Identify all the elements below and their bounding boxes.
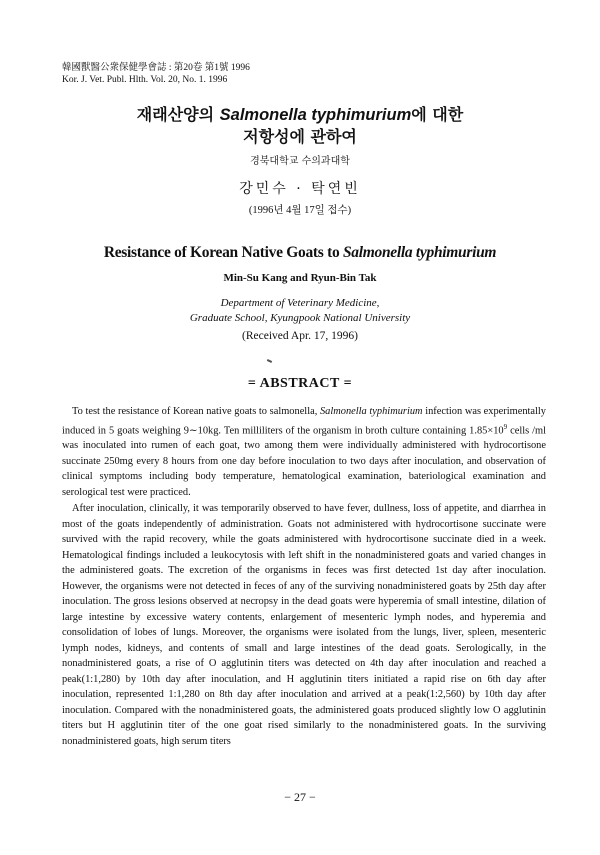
p1-text-a: To test the resistance of Korean native goats to salmonella, — [72, 406, 320, 417]
english-authors: Min-Su Kang and Ryun-Bin Tak — [223, 272, 377, 284]
korean-title-text: 재래산양의 — [136, 105, 220, 124]
abstract-paragraph-2: After inoculation, clinically, it was temporarily observed to have fever, dullness, loss of appetite, and diarrhea in most of the goats independently of administration. Goats not administered with hydrocortisone succinate were survived with the rapid recovery, while the goats administered with hydrocortisone succinate died in a week. Hematological findings included a leukocytosis with left shift in the nonadministered goats and varied changes in the administered goats. The excretion of the organisms in feces was first detected 1st day after inoculation. However, the organisms were not detected in feces of any of the surviving nonadministered goats by 25th day after inoculation. The gross lesions observed at necropsy in the dead goats were hyperemia of small intestine, dilation of large intestine by excessive watery contents, enlargement of mesenteric lymph nodes, and hyperemia and consolidation of lobes of lungs. Moreover, the organisms were isolated from the lungs, liver, spleen, mesenteric lymph nodes, kidneys, and contents of small and large intestines of the dead goats. Serologically, in the nonadministered goats, a rise of O agglutinin titers was detected on 4th day after inoculation and reached a peak(1:1,280) by 10th day after inoculation, and H agglutinin titers initiated a rapid rise on 6th day after inoculation, represented 1:1,280 on 8th day after inoculation and arrived at a peak(1:2,560) by 10th day after inoculation. Compared with the nonadministered goats, the administered goats produced slightly low O agglutinin titers but H agglutinin titer of the one goat rised similarly to the nonadministered goats. In the surviving nonadministered goats, high serum titers — [62, 503, 546, 747]
journal-citation-korean: 韓國獸醫公衆保健學會誌 : 第20卷 第1號 1996 — [62, 63, 250, 73]
korean-affiliation: 경북대학교 수의과대학 — [250, 156, 350, 167]
korean-title-line1 — [0, 104, 600, 126]
page-number: − 27 − — [284, 790, 316, 804]
p1-text-b: infection was experimentally induced in 5 goats weighing 9∼10kg. Ten milliliters of the organism in broth culture containing 1.85×10 — [62, 406, 546, 436]
english-received-date: (Received Apr. 17, 1996) — [242, 330, 358, 342]
korean-title-line2: 저항성에 관하여 — [243, 127, 357, 146]
korean-title-suffix: 에 대한 — [411, 105, 464, 124]
abstract-body — [62, 404, 546, 749]
korean-authors: 강민수 · 탁연빈 — [239, 181, 361, 197]
p1-text-c: cells /ml was inoculated into rumen of each goat, two among them were individually administered with hydrocortisone succinate 250mg every 8 hours from one day before inoculation to two days after inoculation, and observation of clinical symptoms including body temperature, hematological examination, bateriological examination and serological test were practiced. — [62, 424, 547, 498]
abstract-paragraph-1 — [62, 404, 546, 500]
department-line: Department of Veterinary Medicine, — [220, 297, 380, 309]
english-title-text: Resistance of Korean Native Goats to — [103, 244, 343, 261]
journal-header — [62, 62, 250, 86]
korean-title-species: Salmonella typhimurium — [219, 106, 412, 124]
p1-species: Salmonella typhimurium — [319, 406, 423, 417]
school-line: Graduate School, Kyungpook National University — [189, 312, 411, 324]
english-affiliation — [0, 296, 600, 326]
english-title — [0, 244, 600, 262]
journal-citation-english: Kor. J. Vet. Publ. Hlth. Vol. 20, No. 1. 1996 — [62, 75, 228, 85]
abstract-heading: = ABSTRACT = — [247, 376, 353, 391]
p1-exponent: 9 — [503, 422, 508, 431]
english-title-species: Salmonella typhimurium — [342, 244, 497, 261]
scan-speck — [267, 359, 272, 363]
korean-received-date: (1996년 4월 17일 접수) — [248, 205, 352, 216]
korean-title — [0, 104, 600, 147]
